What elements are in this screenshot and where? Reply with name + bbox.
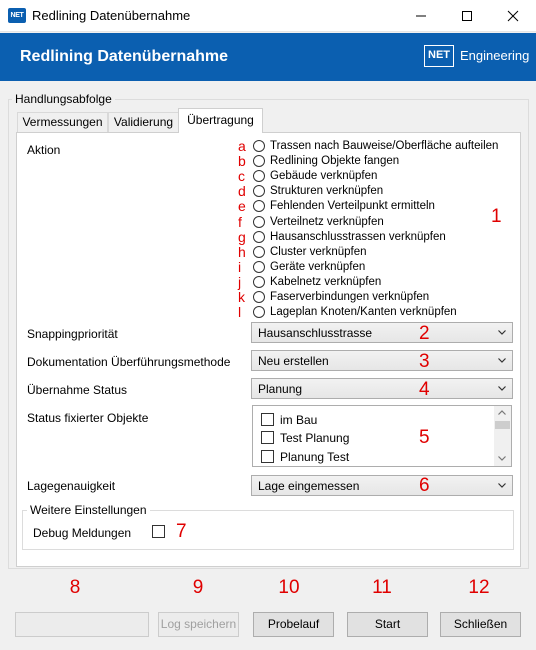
tab-validierung[interactable]: Validierung <box>108 112 179 132</box>
radio-button[interactable] <box>253 216 265 228</box>
schliessen-button[interactable]: Schließen <box>440 612 521 637</box>
checkbox[interactable] <box>261 431 274 444</box>
marker-5: 5 <box>419 427 430 448</box>
action-letter: j <box>238 273 242 290</box>
snapping-value: Hausanschlusstrasse <box>258 326 373 340</box>
radio-button[interactable] <box>253 140 265 152</box>
chevron-down-icon <box>498 358 506 363</box>
action-letter: e <box>238 198 246 215</box>
minimize-icon <box>415 10 427 22</box>
marker-2: 2 <box>419 323 430 344</box>
maximize-button[interactable] <box>444 0 490 32</box>
dokumentation-value: Neu erstellen <box>258 354 329 368</box>
checkbox[interactable] <box>261 413 274 426</box>
blank-button[interactable] <box>15 612 149 637</box>
marker-8: 8 <box>69 577 81 598</box>
checkbox-label: im Bau <box>280 413 318 427</box>
action-letter: i <box>238 258 242 275</box>
debug-label: Debug Meldungen <box>33 526 132 540</box>
log-speichern-button[interactable]: Log speichern <box>158 612 239 637</box>
weitere-einstellungen-label: Weitere Einstellungen <box>27 503 150 517</box>
action-label: Gebäude verknüpfen <box>270 170 378 183</box>
lage-value: Lage eingemessen <box>258 479 360 493</box>
chevron-down-icon <box>498 483 506 488</box>
scroll-thumb[interactable] <box>495 421 510 429</box>
action-letter: l <box>238 304 242 321</box>
status-dropdown[interactable] <box>251 378 513 399</box>
action-label: Geräte verknüpfen <box>270 260 366 273</box>
radio-button[interactable] <box>253 291 265 303</box>
start-button[interactable]: Start <box>347 612 428 637</box>
action-label: Redlining Objekte fangen <box>270 155 400 168</box>
marker-9: 9 <box>192 577 204 598</box>
chevron-down-icon <box>498 386 506 391</box>
handlungsabfolge-label: Handlungsabfolge <box>12 92 115 106</box>
chevron-down-icon <box>498 330 506 335</box>
header-banner <box>0 33 536 81</box>
action-label: Fehlenden Verteilpunkt ermitteln <box>270 200 435 213</box>
status-value: Planung <box>258 382 303 396</box>
close-icon <box>507 10 519 22</box>
radio-button[interactable] <box>253 261 265 273</box>
app-icon: NET <box>8 8 26 23</box>
title-bar <box>0 0 536 32</box>
snapping-dropdown[interactable] <box>251 322 513 343</box>
action-letter: c <box>238 168 245 185</box>
status-label: Übernahme Status <box>27 383 128 397</box>
checkbox-label: Planung Test <box>280 450 350 464</box>
action-letter: f <box>238 213 242 230</box>
listbox-scrollbar[interactable] <box>494 406 511 466</box>
dokumentation-dropdown[interactable] <box>251 350 513 371</box>
probelauf-button[interactable]: Probelauf <box>253 612 334 637</box>
tab-vermessungen[interactable]: Vermessungen <box>17 112 108 132</box>
marker-7: 7 <box>176 521 187 542</box>
chevron-up-icon[interactable] <box>498 410 506 415</box>
minimize-button[interactable] <box>398 0 444 32</box>
lage-dropdown[interactable] <box>251 475 513 496</box>
marker-3: 3 <box>419 351 430 372</box>
action-label: Hausanschlusstrassen verknüpfen <box>270 230 446 243</box>
lage-label: Lagegenauigkeit <box>27 479 116 493</box>
aktion-label: Aktion <box>27 143 61 157</box>
tab-uebertragung[interactable]: Übertragung <box>178 108 263 133</box>
action-label: Kabelnetz verknüpfen <box>270 275 382 288</box>
debug-checkbox[interactable] <box>152 525 165 538</box>
radio-button[interactable] <box>253 246 265 258</box>
marker-6: 6 <box>419 475 430 496</box>
net-logo-text: Engineering <box>460 48 530 63</box>
dokumentation-label: Dokumentation Überführungsmethode <box>27 355 231 369</box>
action-letter: k <box>238 289 245 305</box>
action-letter: a <box>238 138 246 154</box>
radio-button[interactable] <box>253 231 265 243</box>
action-letter: g <box>238 228 246 245</box>
chevron-down-icon[interactable] <box>498 456 506 461</box>
action-letter: h <box>238 243 246 260</box>
action-label: Verteilnetz verknüpfen <box>270 215 384 228</box>
marker-1: 1 <box>491 206 502 227</box>
banner-title: Redlining Datenübernahme <box>20 48 229 65</box>
action-letter: d <box>238 183 246 200</box>
fixiert-listbox[interactable] <box>252 405 512 467</box>
checkbox[interactable] <box>261 450 274 463</box>
checkbox-label: Test Planung <box>280 431 350 445</box>
action-label: Cluster verknüpfen <box>270 245 367 258</box>
close-button[interactable] <box>490 0 536 32</box>
action-letter: b <box>238 153 246 170</box>
marker-10: 10 <box>278 577 300 598</box>
window-title: Redlining Datenübernahme <box>32 8 191 23</box>
action-label: Strukturen verknüpfen <box>270 185 384 198</box>
radio-button[interactable] <box>253 306 265 318</box>
fixiert-label: Status fixierter Objekte <box>27 411 149 425</box>
radio-button[interactable] <box>253 276 265 288</box>
net-logo-box: NET <box>424 45 454 67</box>
marker-4: 4 <box>419 379 430 400</box>
action-label: Faserverbindungen verknüpfen <box>270 291 430 303</box>
action-label: Trassen nach Bauweise/Oberfläche aufteilen <box>270 140 499 152</box>
radio-button[interactable] <box>253 155 265 167</box>
maximize-icon <box>461 10 473 22</box>
marker-11: 11 <box>372 577 392 598</box>
snapping-label: Snappingpriorität <box>27 327 118 341</box>
marker-12: 12 <box>468 577 490 598</box>
action-label: Lageplan Knoten/Kanten verknüpfen <box>270 306 457 319</box>
